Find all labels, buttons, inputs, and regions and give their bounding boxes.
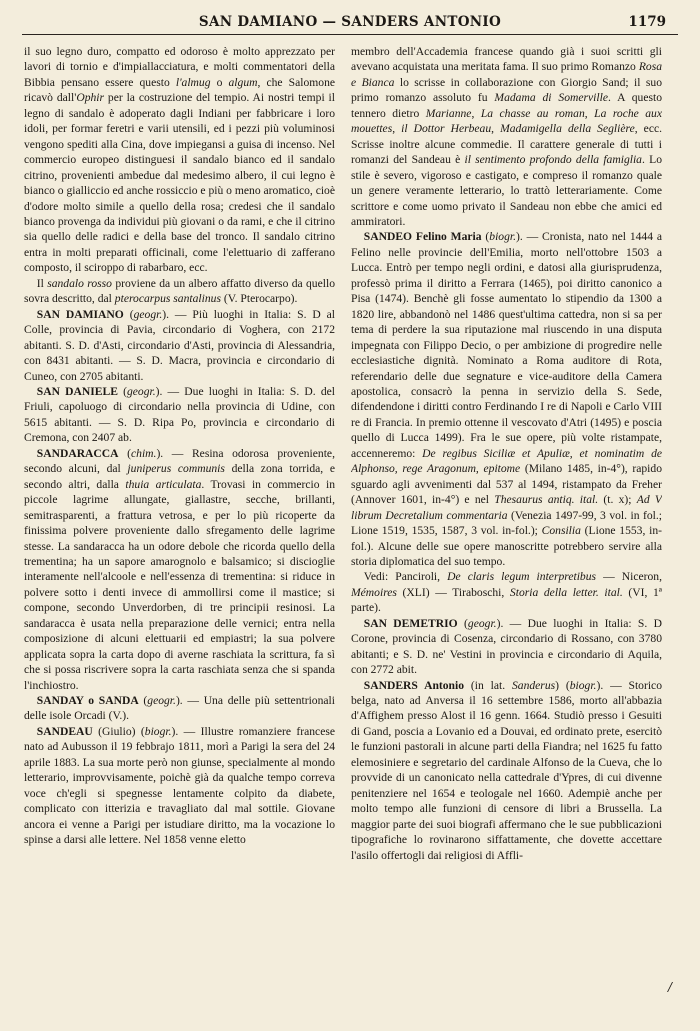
headword: SANDARACCA	[36, 446, 119, 460]
page-header	[22, 12, 678, 34]
text-columns	[24, 44, 664, 1004]
headword: SAN DANIELE	[36, 384, 118, 398]
running-title: SAN DAMIANO — SANDERS ANTONIO	[198, 14, 502, 30]
left-column	[24, 44, 335, 1004]
headword: SAN DEMETRIO	[363, 616, 458, 630]
entry-sanday: SANDAY o SANDA (geogr.). — Una delle più settentrionali delle isole Orcadi (V.).	[24, 694, 335, 723]
headword: SANDEAU	[36, 724, 93, 738]
entry-san-demetrio: SAN DEMETRIO (geogr.). — Due luoghi in Italia: S. D Corone, provincia di Cosenza, circondario di Rossano, con 3780 abitanti; e S. D. ne' Vestini in provincia e circondario di Aquila, con 2772 abit.	[351, 616, 662, 677]
margin-mark: /	[668, 980, 673, 994]
right-column	[351, 44, 662, 1004]
entry-sandeo: SANDEO Felino Maria (biogr.). — Cronista, nato nel 1444 a Felino nelle provincie dell'Emilia, morto nell'ottobre 1503 a Lucca. Entrò per tempo negli ordini, e datosi alla giurisprudenza, professò prima il diritto a Ferrara (1465), poi diritto canonico a Pisa (1474). Benchè gli fosse aumentato lo stipendio da 1300 a 1820 lire, abbandonò nel 1486 quest'ultima cattedra, non si sa per tema di perdere la sua riputazione mal riuscendo in una disputa impegnata con Filippo Decio, o per ambizione di progredire nelle ecclesiastiche dignità. Nominato a Roma auditore di Rota, referendario delle due segnature e vice-auditore della Camera apostolica, consacrò la penna in servizio della S. Sede, difendendone i diritti contro Ferdinando I re di Napoli e Carlo VIII re di Francia. In premio ottenne il vescovato d'Atri (1495) e poscia quello di Lucca 1499). Fra le sue opere, più volte ristampate, accenneremo: De regibus Siciliæ et Apuliæ, et nominatim de Alphonso, rege Aragonum, epitome (Milano 1485, in-4°), rapido sguardo agli avvenimenti dal 537 al 1494, ristampato da Freher (Annover 1601, in-4°) e nel Thesaurus antiq. ital. (t. x); Ad V librum Decretalium commentaria (Venezia 1497-99, 3 vol. in fol.; Lione 1519, 1535, 1587, 3 vol. in-fol.); Consilia (Lione 1553, in-fol.). Alcune delle sue opere manoscritte potrebbero servire alla storia diplomatica del suo tempo.	[351, 230, 662, 568]
entry-san-damiano: SAN DAMIANO (geogr.). — Più luoghi in Italia: S. D al Colle, provincia di Pavia, circondario di Voghera, con 2172 abitanti. S. D. d'Asti, circondario d'Asti, provincia di Alessandria, con 8431 abitanti. — S. D. Macra, provincia e circondario di Cuneo, con 2705 abitanti.	[24, 307, 335, 383]
entry-sanders: SANDERS Antonio (in lat. Sanderus) (biogr.). — Storico belga, nato ad Anversa il 16 settembre 1586, morto all'abbazia d'Affighem presso Alost il 16 genn. 1664. Studiò presso i Gesuiti di Gand, poscia a Lovanio ed a Douvai, ed ordinato prete, esercitò le funzioni pastorali in alcune parti della Fiandra; nel 1625 fu fatto elemosiniere e segretario del cardinale Alfonso de la Cueva, che lo provvide di un canonicato nella cattedrale d'Ypres, di cui divenne penitenziere nel 1654 e teologale nel 1660. Adempiè anche per molto tempo alle funzioni di censore di libri a Brussella. La maggior parte dei suoi biografi affermano che le sue pubblicazioni tipografiche lo rovinarono siffattamente, che dovette accettare l'asilo offertogli dai religiosi di Affli-	[351, 678, 662, 862]
headword: SAN DAMIANO	[36, 307, 124, 321]
page-number: 1179	[628, 14, 666, 30]
header-rule	[22, 34, 678, 35]
paragraph-sandeau-continuation: membro dell'Accademia francese quando già i suoi scritti gli avevano acquistata una meritata fama. Il suo primo Romanzo Rosa e Bianca lo scrisse in collaborazione con Giorgio Sand; il suo primo romanzo assoluto fu Madama di Somerville. A questo tennero dietro Marianne, La chasse au roman, La roche aux mouettes, il Dottor Herbeau, Madamigella della Seglière, ecc. Scrisse inoltre alcune commedie. Il carattere generale di tutti i romanzi del Sandeau è il sentimento profondo della famiglia. Lo stile è severo, vigoroso e castigato, e compreso il romanzo quale un genere veramente letterario, lo trattò letterariamente. Come scrittore e come uomo privato il Sandeau non ebbe che amici ed ammiratori.	[351, 45, 662, 228]
paragraph-sandalo-rosso: Il sandalo rosso proviene da un albero affatto diverso da quello sovra descritto, dal pterocarpus santalinus (V. Pterocarpo).	[24, 276, 335, 306]
entry-sandeau: SANDEAU (Giulio) (biogr.). — Illustre romanziere francese nato ad Aubusson il 19 febbrajo 1811, morì a Parigi la sera del 24 aprile 1883. La sua morte però non giunse, specialmente al mondo letterario, improvvisamente, poichè già da qualche tempo correva voce ch'egli si spegnesse lentamente colpito da diabete, complicato con itterizia e travagliato dal mal sottile. Giovane ancora ei venne a Parigi per istudiare diritto, ma la vocazione lo spinse a darsi alle lettere. Nel 1858 venne eletto	[24, 724, 335, 847]
headword: SANDEO Felino Maria	[363, 230, 482, 244]
paragraph-sandalo-continuation: il suo legno duro, compatto ed odoroso è molto apprezzato per lavori di tornio e d'impiallacciatura, e molti commentatori della Bibbia pensano essere questo l'almug o algum, che Salomone ricavò dall'Ophir per la costruzione del tempio. Ai nostri tempi il legno di sandalo è adoperato dagli Indiani per fabbricare i loro idoli, per formar feretri e varii utensili, ed i pezzi più voluminosi vengono spediti alla Cina, dove impiegansi a guisa di incenso. Nel commercio europeo distinguesi il sandalo bianco ed il sandalo citrino, provenienti ambedue dal medesimo albero, il cui legno è bianco o gialliccio ed anche rossiccio e più o meno aromatico, cioè d'odore molto simile a quello della rosa; credesi che il sandalo bianco provenga da individui più giovani o da rami, e che il citrino sia quello delle radici e della base del tronco. Il sandalo citrino entra in molti preparati officinali, come l'elettuario di zafferano composto, il sciroppo di rabarbaro, ecc.	[24, 45, 335, 275]
headword: SANDAY o SANDA	[36, 694, 139, 708]
entry-sandaracca: SANDARACCA (chim.). — Resina odorosa proveniente, secondo alcuni, dal juniperus communis della zona torrida, e secondo altri, dalla thuia articulata. Trovasi in commercio in piccole lagrime allungate, giallastre, secche, brillanti, semitrasparenti, a frattura vetrosa, e per lo più ricoperte da finissima polvere proveniente dallo sfregamento delle lagrime stesse. La sandaracca ha un odore debole che ricorda quello della trementina; ha un sapore amarognolo e balsamico; si discioglie interamente nell'alcoole e nell'essenza di trementina: si riduce in polvere sotto i denti invece di ammollirsi come il mastice; si compone, secondo Unverdorben, di tre principii resinosi. La sandaracca è usata nella preparazione delle vernici; entra nella composizione di alcuni elettuarii ed empiastri; la sua polvere applicata sopra la carta dopo di averne raschiata la scrittura, fa sì che si possa riscrivere sopra la carta raschiata senza che si spanda l'inchiostro.	[24, 446, 335, 692]
paragraph-sandeo-references: Vedi: Panciroli, De claris legum interpretibus — Niceron, Mémoires (XLI) — Tiraboschi, Storia della letter. ital. (VI, 1ª parte).	[351, 570, 662, 615]
entry-san-daniele: SAN DANIELE (geogr.). — Due luoghi in Italia: S. D. del Friuli, capoluogo di circondario nella provincia di Udine, con 5615 abitanti. — S. D. Ripa Po, provincia e circondario di Cremona, con 2407 ab.	[24, 384, 335, 445]
headword: SANDERS Antonio	[363, 678, 465, 692]
